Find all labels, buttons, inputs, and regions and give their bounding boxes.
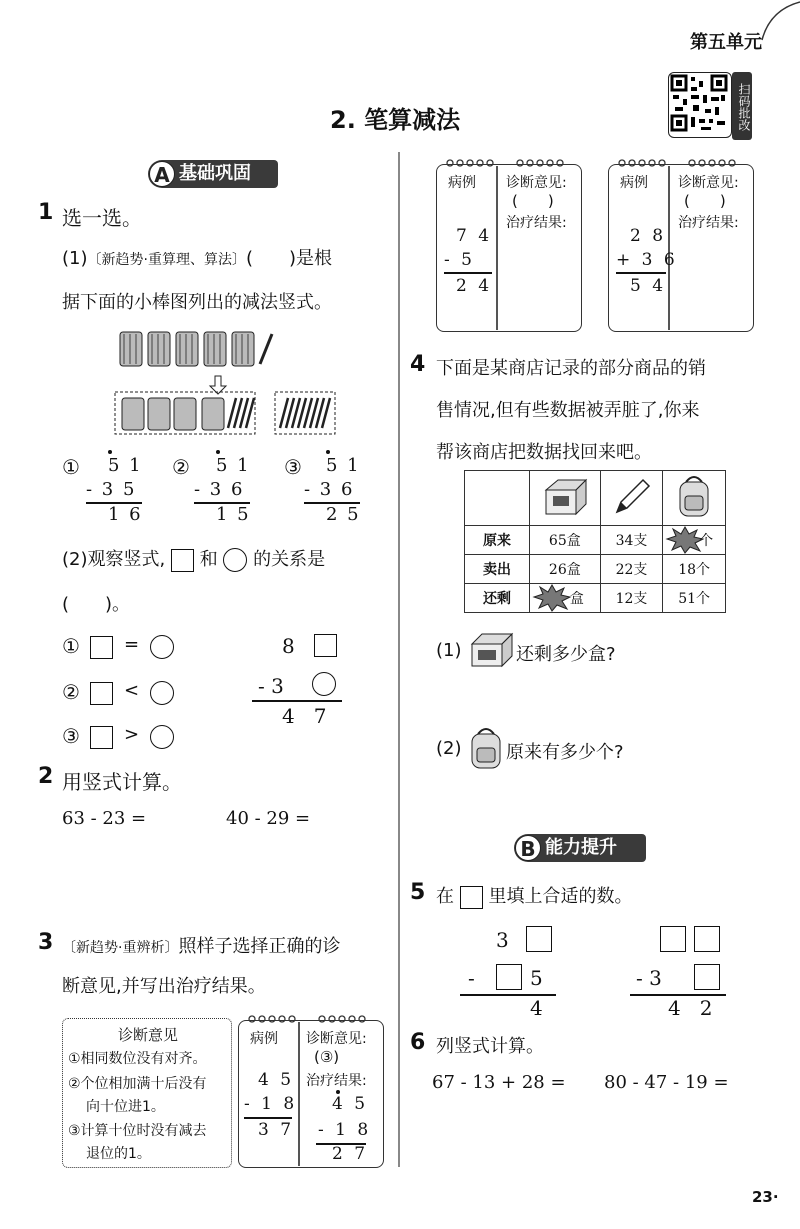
choice-1-op: = [124, 634, 140, 655]
example-label-diag: 诊断意见: [306, 1031, 367, 1047]
q5-right-sub: - 3 [636, 966, 662, 990]
case1-diag-blank[interactable]: ( ) [512, 192, 554, 210]
q5-stem-b: 里填上合适的数。 [488, 886, 633, 907]
option-2-mark[interactable]: ② [172, 455, 190, 479]
case1-label: 病例 [448, 175, 476, 191]
backpack-icon [672, 472, 716, 520]
case2-line [616, 272, 666, 274]
fix-res: 2 7 [332, 1144, 369, 1164]
example-label-case: 病例 [250, 1031, 278, 1047]
vert-res: 4 7 [282, 704, 327, 728]
example-sub: - 1 8 [244, 1094, 298, 1114]
choice-1-circle [150, 635, 174, 659]
q1-p1-tail[interactable]: ( )是根 [245, 248, 332, 269]
example-line [244, 1117, 292, 1119]
q5-number: 5 [410, 880, 426, 905]
option-1-res: 1 6 [108, 504, 143, 525]
example-res: 3 7 [258, 1120, 295, 1140]
q2-number: 2 [38, 764, 54, 789]
borrow-dot [326, 450, 330, 454]
option-3-res: 2 5 [326, 504, 361, 525]
row-left-box [530, 584, 601, 613]
row-sold-pencil: 22支 [600, 555, 663, 584]
page-number: 23· [752, 1188, 779, 1206]
spiral-binding-icon [442, 156, 576, 170]
q3-tag: 〔新趋势·重辨析〕 [62, 940, 179, 956]
row-sold-backpack: 18个 [663, 555, 726, 584]
card-divider [298, 1022, 300, 1166]
example-top: 4 5 [258, 1070, 295, 1090]
section-a-banner [148, 160, 278, 188]
row-original-pencil: 34支 [600, 526, 663, 555]
case2-diag-blank[interactable]: ( ) [684, 192, 726, 210]
case2-sub: + 3 6 [616, 250, 678, 270]
q5-right-res: 4 2 [668, 996, 713, 1020]
case2-fix-label: 治疗结果: [678, 215, 739, 231]
q5-right-top-box-1[interactable] [660, 926, 686, 952]
box-icon [540, 474, 590, 518]
pencil-header [600, 471, 663, 526]
row-sold-box: 26盒 [530, 555, 601, 584]
case1-fix-label: 治疗结果: [506, 215, 567, 231]
q4-number: 4 [410, 352, 426, 377]
section-a-letter: A [149, 161, 175, 187]
option-3-top: 5 1 [326, 455, 361, 476]
case2-top: 2 8 [630, 226, 667, 246]
row-original-box: 65盒 [530, 526, 601, 555]
section-b-letter: B [515, 835, 541, 861]
q4-sub2-mark: (2) [436, 738, 462, 759]
table-corner [465, 471, 530, 526]
q5-right-top-box-2[interactable] [694, 926, 720, 952]
sticks-illustration [110, 328, 340, 438]
q3-number: 3 [38, 930, 54, 955]
choice-3-square [90, 726, 113, 749]
choice-3-op: > [124, 724, 140, 745]
vert-top-square [314, 634, 337, 657]
example-label-fix: 治疗结果: [306, 1073, 367, 1089]
q4-sub1-text: 还剩多少盒? [516, 644, 616, 665]
fix-top: 4 5 [332, 1094, 369, 1114]
choice-3-circle [150, 725, 174, 749]
row-original-backpack-unit: 个 [699, 533, 714, 549]
choice-1-square [90, 636, 113, 659]
section-b-label: 能力提升 [545, 837, 617, 858]
q1-stem: 选一选。 [62, 206, 142, 230]
option-2-top: 5 1 [216, 455, 251, 476]
option-1-top: 5 1 [108, 455, 143, 476]
case1-top: 7 4 [456, 226, 493, 246]
choice-2-mark[interactable]: ② [62, 680, 80, 704]
square-symbol [460, 886, 483, 909]
square-symbol [171, 549, 194, 572]
q6-number: 6 [410, 1030, 426, 1055]
card-divider [496, 166, 498, 330]
ink-stain-icon [532, 584, 572, 612]
fix-sub: - 1 8 [318, 1120, 372, 1140]
q5-left-sub-digit: 5 [530, 966, 543, 990]
row-left-box-unit: 盒 [569, 591, 584, 607]
case1-sub: - 5 [444, 250, 475, 270]
backpack-icon [466, 724, 506, 772]
q1-p2-text-a: (2)观察竖式, [62, 549, 166, 570]
column-divider [398, 152, 400, 1167]
q2-expr-1: 63 - 23 = [62, 808, 147, 829]
q3-stem-line2: 断意见,并写出治疗结果。 [62, 976, 266, 997]
q1-p2-text-b: 和 [199, 549, 218, 570]
section-b-banner [514, 834, 646, 862]
q1-p2-line [62, 545, 325, 572]
box-header [530, 471, 601, 526]
choice-2-op: < [124, 680, 140, 701]
case2-label: 病例 [620, 175, 648, 191]
option-1-sub: - 3 5 [86, 479, 137, 500]
case2-diag-label: 诊断意见: [678, 175, 739, 191]
q5-left-minus: - [468, 966, 475, 990]
q4-stem-2: 售情况,但有些数据被弄脏了,你来 [436, 400, 700, 421]
example-answer: (③) [314, 1048, 340, 1066]
q4-stem-1: 下面是某商店记录的部分商品的销 [436, 358, 706, 379]
q6-stem: 列竖式计算。 [436, 1036, 544, 1057]
choice-2-square [90, 682, 113, 705]
qr-code[interactable] [668, 72, 732, 138]
option-3-mark[interactable]: ③ [284, 455, 302, 479]
option-1-mark[interactable]: ① [62, 455, 80, 479]
sales-table [464, 470, 726, 613]
card-divider [668, 166, 670, 330]
row-original-backpack [663, 526, 726, 555]
q5-left-top: 3 [496, 928, 509, 952]
q3-stem1: 照样子选择正确的诊 [178, 936, 341, 957]
case1-diag-label: 诊断意见: [506, 175, 567, 191]
q1-p1-tag: 〔新趋势·重算理、算法〕 [87, 252, 246, 268]
q1-p2-text-c: 的关系是 [253, 549, 326, 570]
vert-top-digit: 8 [282, 634, 295, 658]
q5-left-res: 4 [530, 996, 543, 1020]
pencil-icon [609, 474, 653, 518]
option-2-sub: - 3 6 [194, 479, 245, 500]
qr-label: 扫码批改 [732, 72, 752, 140]
spiral-binding-icon [614, 156, 748, 170]
spiral-binding-icon [244, 1012, 378, 1026]
q1-p1-line2: 据下面的小棒图列出的减法竖式。 [62, 292, 332, 313]
row-left-pencil: 12支 [600, 584, 663, 613]
q4-stem-3: 帮该商店把数据找回来吧。 [436, 442, 652, 463]
diagnosis-item-3: ③计算十位时没有减去 [68, 1123, 207, 1139]
q5-left-top-box[interactable] [526, 926, 552, 952]
option-3-sub: - 3 6 [304, 479, 355, 500]
q1-p1-line1 [62, 244, 332, 270]
case2-res: 5 4 [630, 276, 667, 296]
circle-symbol [223, 548, 247, 572]
backpack-header [663, 471, 726, 526]
diagnosis-item-3b: 退位的1。 [86, 1146, 151, 1162]
q5-left-sub-box[interactable] [496, 964, 522, 990]
row-original-label: 原来 [465, 526, 530, 555]
row-left-label: 还剩 [465, 584, 530, 613]
choice-2-circle [150, 681, 174, 705]
borrow-dot [108, 450, 112, 454]
q4-sub2-text: 原来有多少个? [506, 742, 624, 763]
q6-expr-2: 80 - 47 - 19 = [604, 1072, 729, 1093]
q2-expr-2: 40 - 29 = [226, 808, 311, 829]
page-title: 2. 笔算减法 [330, 106, 461, 134]
unit-label: 第五单元 [690, 32, 762, 53]
vert-sub: - 3 [258, 674, 284, 698]
diagnosis-item-2b: 向十位进1。 [86, 1099, 165, 1115]
q1-p1-label: (1) [62, 248, 88, 269]
vert-sub-circle [312, 672, 336, 696]
diagnosis-item-2: ②个位相加满十后没有 [68, 1076, 207, 1092]
q4-sub1-mark: (1) [436, 640, 462, 661]
q3-stem-line1 [62, 932, 340, 958]
q1-number: 1 [38, 200, 54, 225]
option-2-res: 1 5 [216, 504, 251, 525]
row-sold-label: 卖出 [465, 555, 530, 584]
q5-stem [436, 882, 632, 909]
choice-1-mark[interactable]: ① [62, 634, 80, 658]
case1-res: 2 4 [456, 276, 493, 296]
page-corner-curve [760, 0, 800, 60]
case1-line [444, 272, 492, 274]
vert-line [252, 700, 342, 702]
q6-expr-1: 67 - 13 + 28 = [432, 1072, 566, 1093]
row-left-backpack: 51个 [663, 584, 726, 613]
diagnosis-item-1: ①相同数位没有对齐。 [68, 1051, 207, 1067]
box-icon [468, 630, 516, 670]
q1-p2-blank[interactable]: ( )。 [62, 594, 131, 615]
qr-code-icon [669, 73, 729, 133]
choice-3-mark[interactable]: ③ [62, 724, 80, 748]
diagnosis-title: 诊断意见 [118, 1026, 179, 1044]
q2-stem: 用竖式计算。 [62, 770, 182, 794]
q5-stem-a: 在 [436, 886, 454, 907]
borrow-dot [216, 450, 220, 454]
q5-right-sub-box[interactable] [694, 964, 720, 990]
section-a-label: 基础巩固 [179, 163, 251, 184]
